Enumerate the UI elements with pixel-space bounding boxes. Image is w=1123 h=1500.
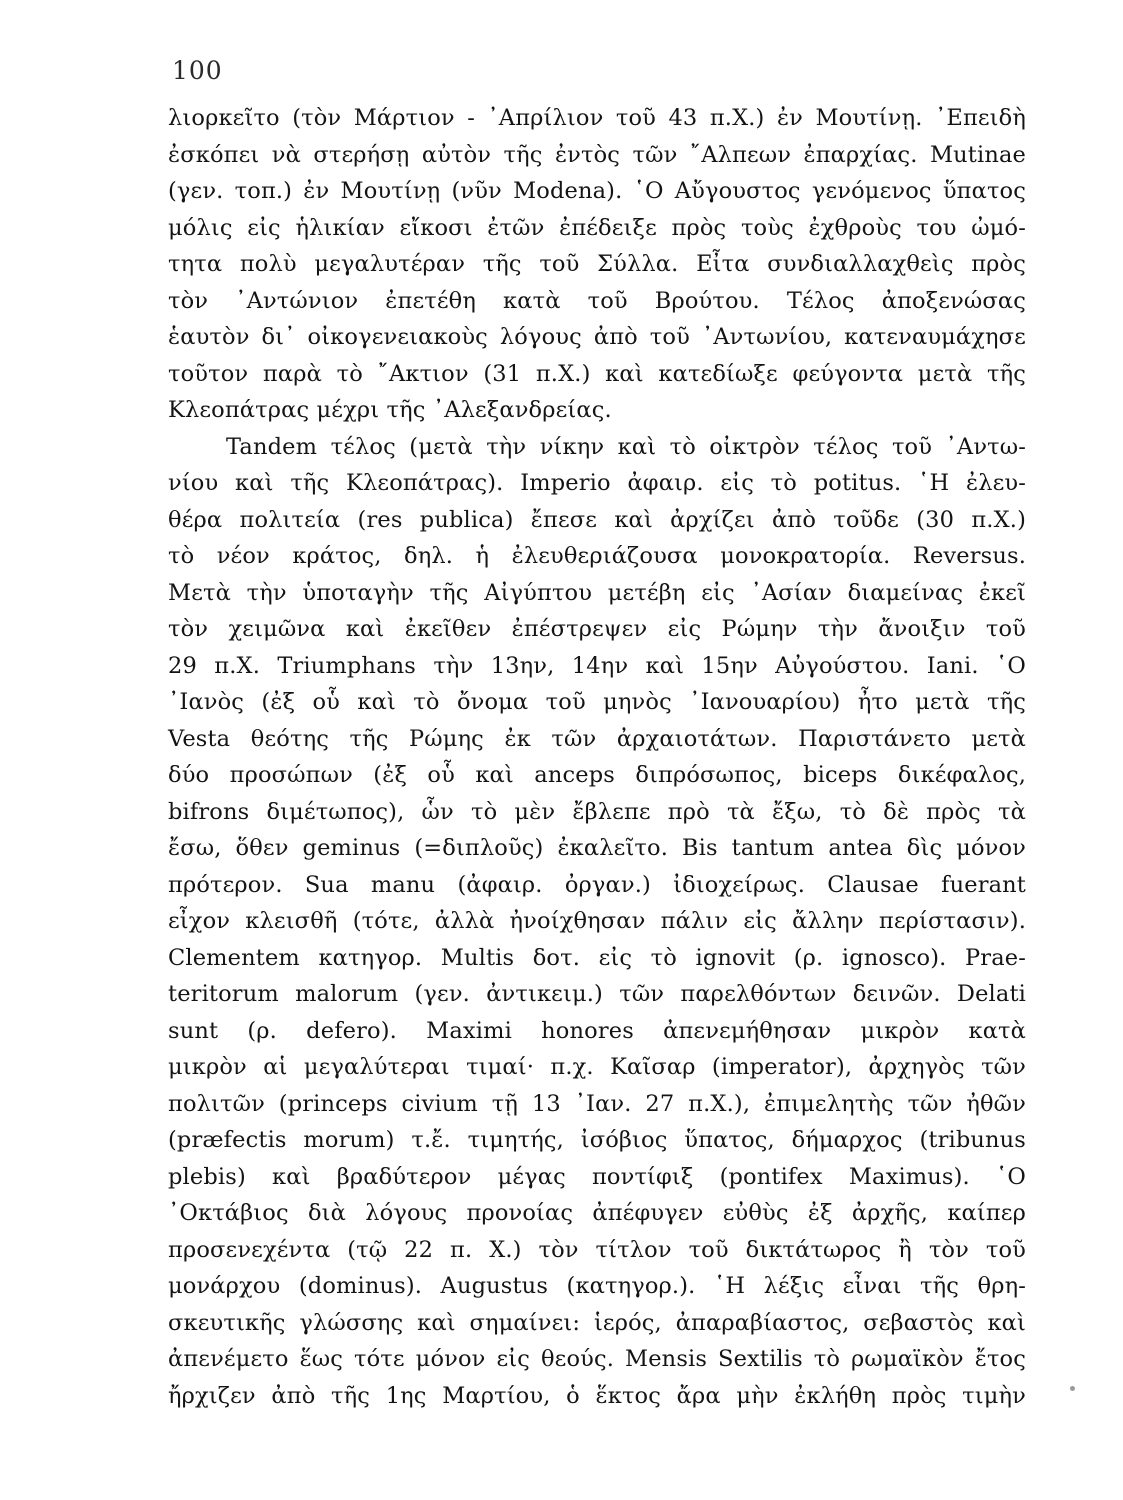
body-text xyxy=(168,100,1026,1414)
page-number: 100 xyxy=(172,56,223,85)
text-line: μόλις εἰς ἡλικίαν εἴκοσι ἐτῶν ἐπέδειξε πρὸς τοὺς ἐχθροὺς του ὠμό- xyxy=(168,214,1026,241)
text-line: sunt (ρ. defero). Maximi honores ἀπενεμήθησαν μικρὸν κατὰ xyxy=(168,1017,1026,1044)
text-line: Tandem τέλος (μετὰ τὴν νίκην καὶ τὸ οἰκτρὸν τέλος τοῦ ᾿Αντω- xyxy=(226,433,1026,460)
text-line: ᾿Οκτάβιος διὰ λόγους προνοίας ἀπέφυγεν εὐθὺς ἐξ ἀρχῆς, καίπερ xyxy=(168,1200,1026,1226)
text-line: ἔσω, ὅθεν geminus (=διπλοῦς) ἐκαλεῖτο. Bis tantum antea δὶς μόνον xyxy=(168,835,1026,861)
text-line: ἀπενέμετο ἕως τότε μόνον εἰς θεούς. Mensis Sextilis τὸ ρωμαϊκὸν ἔτος xyxy=(168,1346,1026,1372)
text-line: μικρὸν αἱ μεγαλύτεραι τιμαί· π.χ. Καῖσαρ (imperator), ἀρχηγὸς τῶν xyxy=(168,1054,1026,1080)
text-line: πολιτῶν (princeps civium τῇ 13 ᾿Ιαν. 27 π.Χ.), ἐπιμελητὴς τῶν ἠθῶν xyxy=(168,1090,1026,1117)
text-line: Clementem κατηγορ. Multis δοτ. εἰς τὸ ignovit (ρ. ignosco). Prae- xyxy=(168,944,1026,971)
text-line: Vesta θεότης τῆς Ρώμης ἐκ τῶν ἀρχαιοτάτων. Παριστάνετο μετὰ xyxy=(168,725,1026,752)
text-line: θέρα πολιτεία (res publica) ἔπεσε καὶ ἀρχίζει ἀπὸ τοῦδε (30 π.Χ.) xyxy=(168,506,1026,533)
text-line: 29 π.Χ. Triumphans τὴν 13ην, 14ην καὶ 15ην Αὐγούστου. Iani. ῾Ο xyxy=(168,652,1026,679)
text-line: Κλεοπάτρας μέχρι τῆς ᾿Αλεξανδρείας. xyxy=(168,397,612,423)
text-line: τοῦτον παρὰ τὸ ῎Ακτιον (31 π.Χ.) καὶ κατεδίωξε φεύγοντα μετὰ τῆς xyxy=(168,360,1026,387)
text-line: τὸν χειμῶνα καὶ ἐκεῖθεν ἐπέστρεψεν εἰς Ρώμην τὴν ἄνοιξιν τοῦ xyxy=(168,616,1026,642)
text-line: νίου καὶ τῆς Κλεοπάτρας). Imperio ἀφαιρ. εἰς τὸ potitus. ῾Η ἐλευ- xyxy=(168,470,1026,496)
text-line: (γεν. τοπ.) ἐν Μουτίνῃ (νῦν Modena). ῾Ο Αὔγουστος γενόμενος ὕπατος xyxy=(168,178,1026,204)
text-line: τητα πολὺ μεγαλυτέραν τῆς τοῦ Σύλλα. Εἶτα συνδιαλλαχθεὶς πρὸς xyxy=(168,251,1026,277)
text-line: λιορκεῖτο (τὸν Μάρτιον - ᾿Απρίλιον τοῦ 43 π.Χ.) ἐν Μουτίνῃ. ᾿Επειδὴ xyxy=(168,105,1026,131)
text-line: σκευτικῆς γλώσσης καὶ σημαίνει: ἱερός, ἀπαραβίαστος, σεβαστὸς καὶ xyxy=(168,1309,1026,1336)
scan-speck xyxy=(1070,1386,1075,1391)
text-line: teritorum malorum (γεν. ἀντικειμ.) τῶν παρελθόντων δεινῶν. Delati xyxy=(168,981,1026,1007)
text-line: ᾿Ιανὸς (ἐξ οὗ καὶ τὸ ὄνομα τοῦ μηνὸς ᾿Ιανουαρίου) ἦτο μετὰ τῆς xyxy=(168,689,1026,715)
text-line: bifrons διμέτωπος), ὧν τὸ μὲν ἔβλεπε πρὸ τὰ ἔξω, τὸ δὲ πρὸς τὰ xyxy=(168,798,1026,825)
text-line: plebis) καὶ βραδύτερον μέγας ποντίφιξ (pontifex Maximus). ῾Ο xyxy=(168,1163,1026,1190)
text-line: δύο προσώπων (ἐξ οὗ καὶ anceps διπρόσωπος, biceps δικέφαλος, xyxy=(168,762,1026,788)
text-line: προσενεχέντα (τῷ 22 π. Χ.) τὸν τίτλον τοῦ δικτάτωρος ἢ τὸν τοῦ xyxy=(168,1236,1026,1263)
text-line: πρότερον. Sua manu (ἀφαιρ. ὀργαν.) ἰδιοχείρως. Clausae fuerant xyxy=(168,871,1026,898)
text-line: ἐσκόπει νὰ στερήσῃ αὐτὸν τῆς ἐντὸς τῶν ῎Αλπεων ἐπαρχίας. Mutinae xyxy=(168,141,1026,168)
text-line: μονάρχου (dominus). Augustus (κατηγορ.). ῾Η λέξις εἶναι τῆς θρη- xyxy=(168,1273,1026,1299)
text-line: (præfectis morum) τ.ἔ. τιμητής, ἰσόβιος ὕπατος, δήμαρχος (tribunus xyxy=(168,1127,1026,1153)
text-line: ἑαυτὸν δι᾿ οἰκογενειακοὺς λόγους ἀπὸ τοῦ ᾿Αντωνίου, κατεναυμάχησε xyxy=(168,324,1026,350)
text-line: ἤρχιζεν ἀπὸ τῆς 1ης Μαρτίου, ὁ ἕκτος ἄρα μὴν ἐκλήθη πρὸς τιμὴν xyxy=(168,1382,1026,1409)
text-line: τὸ νέον κράτος, δηλ. ἡ ἐλευθεριάζουσα μονοκρατορία. Reversus. xyxy=(168,543,1026,569)
text-line: τὸν ᾿Αντώνιον ἐπετέθη κατὰ τοῦ Βρούτου. Τέλος ἀποξενώσας xyxy=(168,287,1026,314)
text-line: εἶχον κλεισθῆ (τότε, ἀλλὰ ἠνοίχθησαν πάλιν εἰς ἄλλην περίστασιν). xyxy=(168,908,1026,934)
text-line: Μετὰ τὴν ὑποταγὴν τῆς Αἰγύπτου μετέβη εἰς ᾿Ασίαν διαμείνας ἐκεῖ xyxy=(168,579,1026,606)
